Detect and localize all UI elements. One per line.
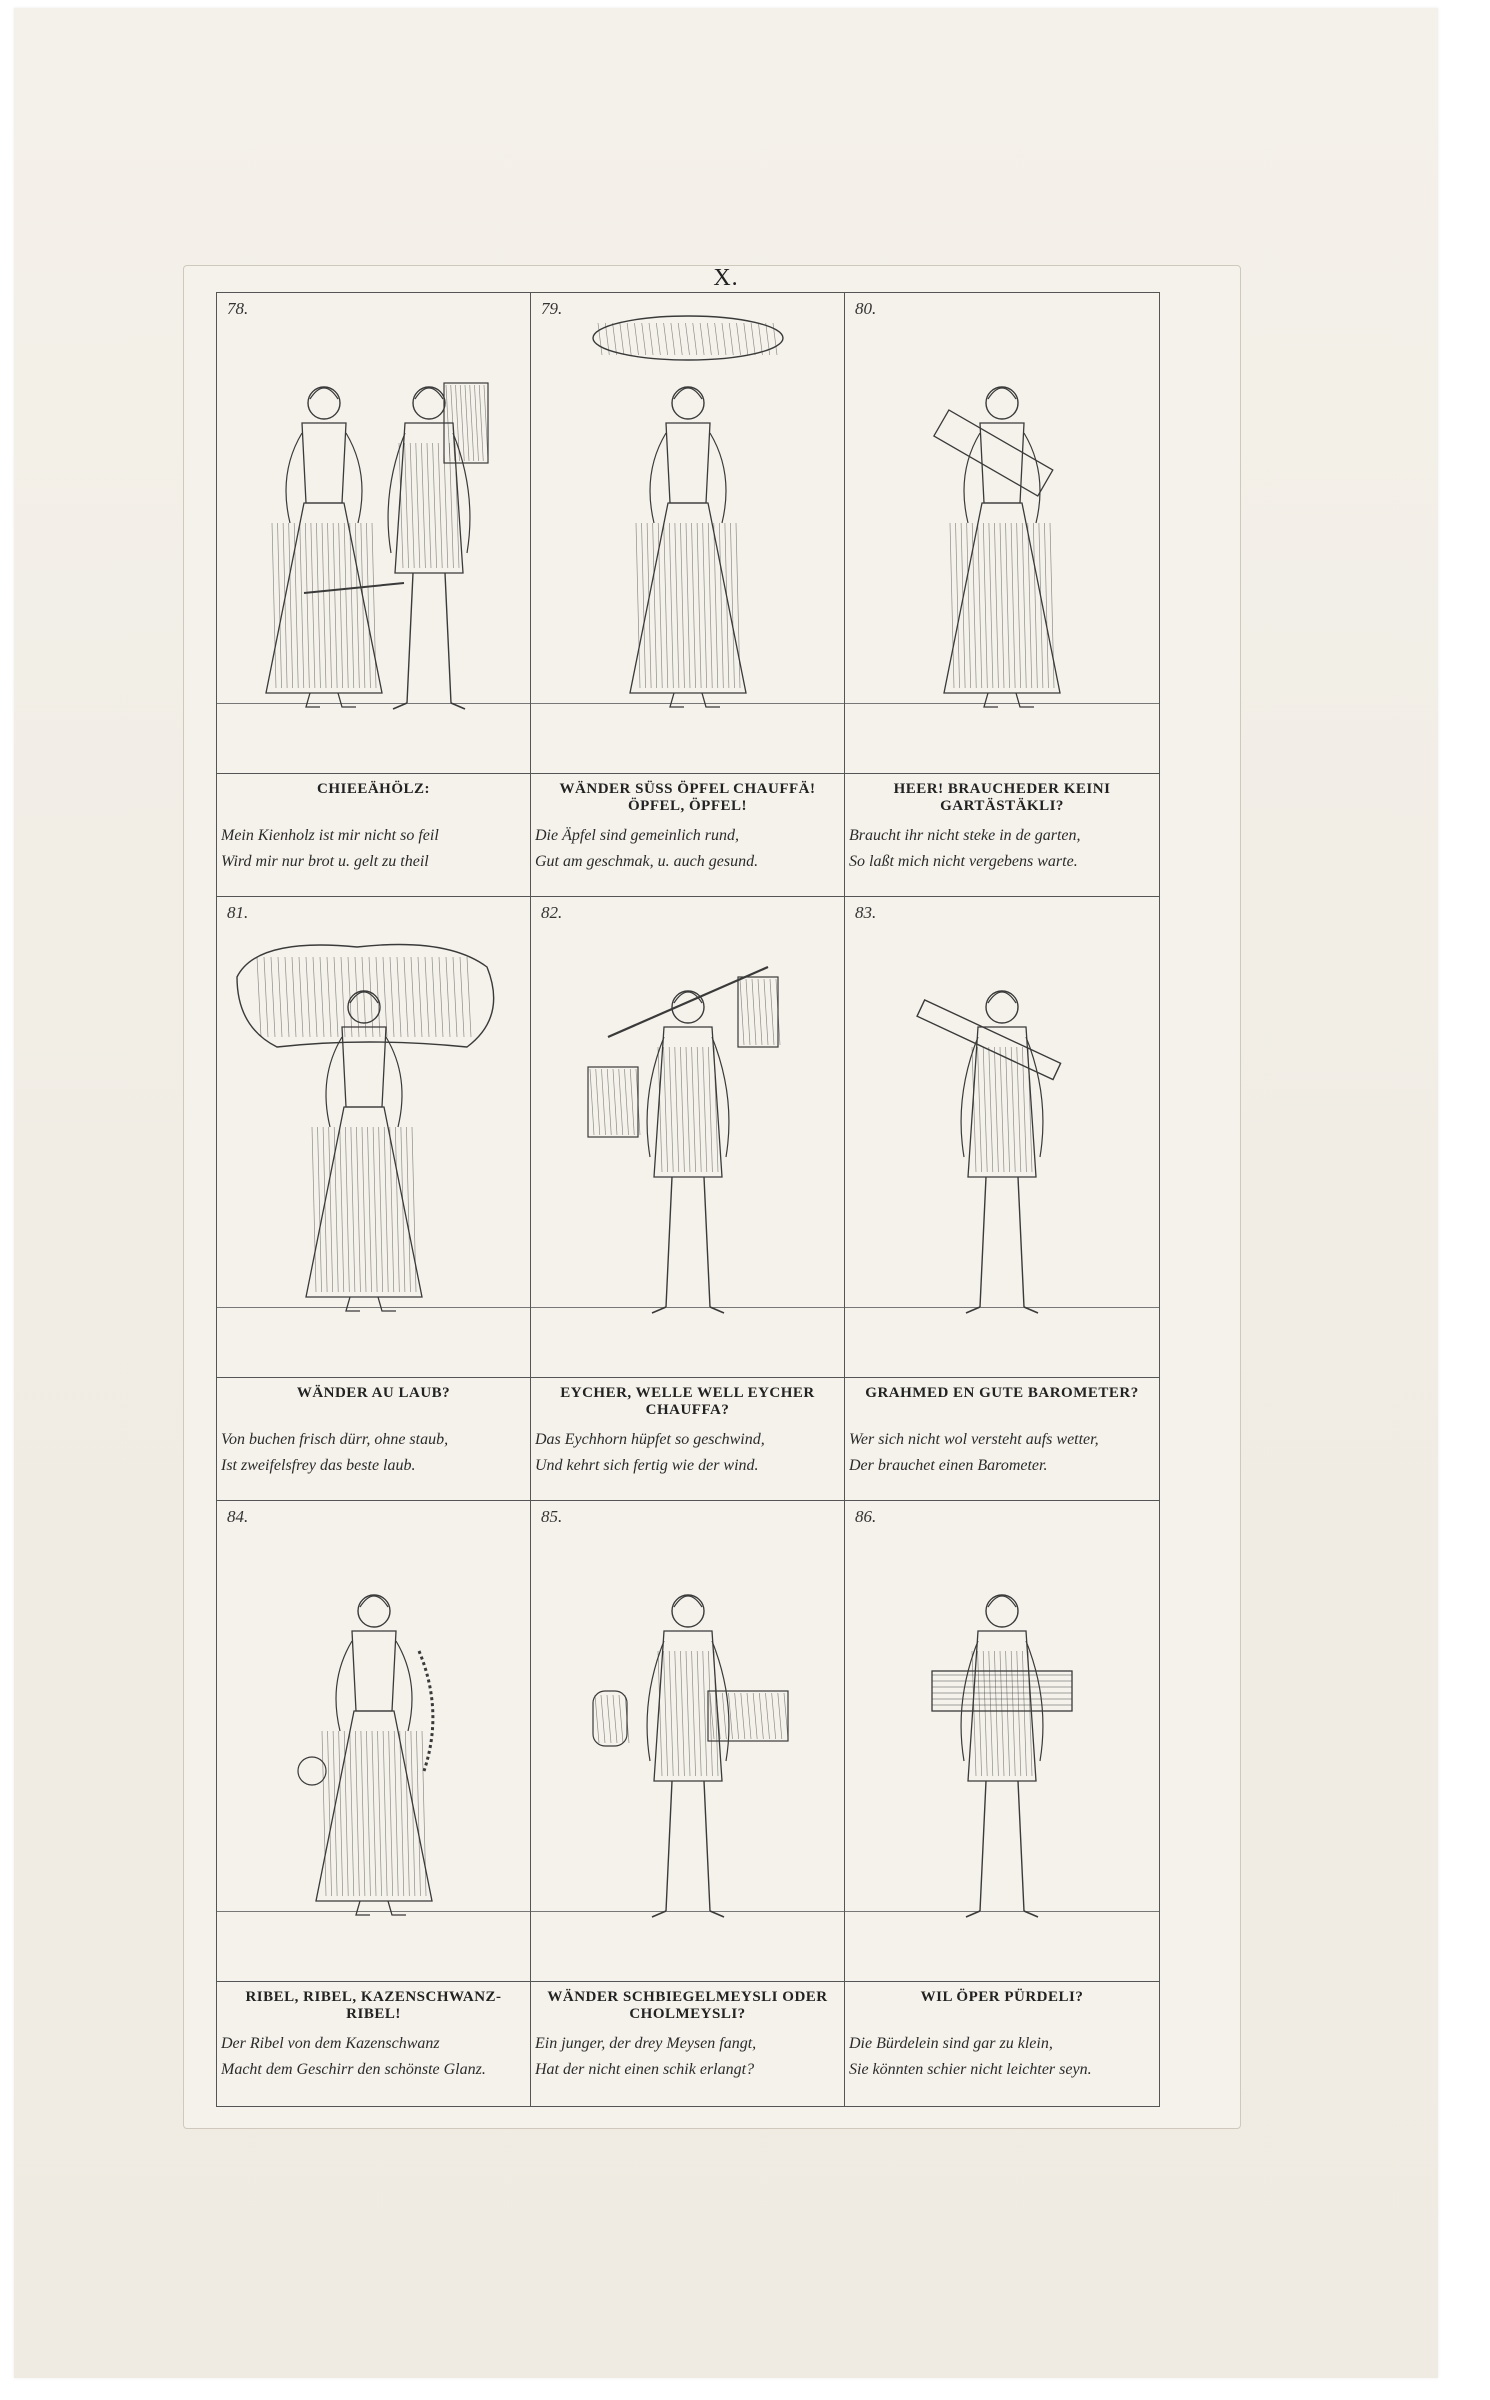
print-cell-3 <box>845 293 1159 897</box>
verse-line-1: Ein junger, der drey Meysen fangt, <box>535 2035 757 2052</box>
verse-line-1: Von buchen frisch dürr, ohne staub, <box>221 1431 449 1448</box>
engraved-figure <box>217 1501 530 1982</box>
engraved-figure <box>217 897 530 1378</box>
verse-line-2: Gut am geschmak, u. auch gesund. <box>535 853 759 870</box>
street-cry-title: EYCHER, WELLE WELL EYCHER CHAUFFA? <box>560 1385 815 1418</box>
cell-number: 79. <box>541 299 563 318</box>
street-cry-title: WÄNDER SCHBIEGELMEYSLI ODER CHOLMEYSLI? <box>547 1989 828 2022</box>
cell-number: 85. <box>541 1507 563 1526</box>
verse-line-1: Braucht ihr nicht steke in de garten, <box>849 827 1081 844</box>
engraved-figure <box>845 897 1159 1378</box>
verse-line-1: Mein Kienholz ist mir nicht so feil <box>221 827 439 844</box>
verse-line-1: Wer sich nicht wol versteht aufs wetter, <box>849 1431 1099 1448</box>
engraving-grid <box>216 292 1160 2107</box>
engraved-figure <box>845 1501 1159 1982</box>
verse <box>849 823 1159 875</box>
street-cry-title: WÄNDER SÜSS ÖPFEL CHAUFFÄ! ÖPFEL, ÖPFEL! <box>559 781 816 814</box>
verse-line-2: Macht dem Geschirr den schönste Glanz. <box>221 2061 486 2078</box>
print-cell-2 <box>531 293 845 897</box>
verse-line-2: Ist zweifelsfrey das beste laub. <box>221 1457 416 1474</box>
cell-number: 83. <box>855 903 877 922</box>
figure-engraving <box>217 1501 531 1981</box>
verse <box>535 2031 844 2083</box>
street-cry-title: CHIEEÄHÖLZ: <box>316 781 431 797</box>
figure-engraving <box>217 293 531 773</box>
cell-number: 86. <box>855 1507 877 1526</box>
cell-number: 82. <box>541 903 563 922</box>
engraved-figure <box>217 293 530 774</box>
verse-line-2: So laßt mich nicht vergebens warte. <box>849 853 1078 870</box>
verse-line-1: Der Ribel von dem Kazenschwanz <box>221 2035 440 2052</box>
deckle-edge <box>1456 0 1490 2370</box>
verse <box>849 1427 1159 1479</box>
verse-line-2: Hat der nicht einen schik erlangt? <box>535 2061 755 2078</box>
verse <box>535 1427 844 1479</box>
print-cell-5 <box>531 897 845 1501</box>
cell-number: 80. <box>855 299 877 318</box>
figure-engraving <box>845 1501 1159 1981</box>
verse <box>221 2031 530 2083</box>
engraved-figure <box>845 293 1159 774</box>
figure-engraving <box>531 293 845 773</box>
cell-number: 84. <box>227 1507 249 1526</box>
verse-line-2: Und kehrt sich fertig wie der wind. <box>535 1457 759 1474</box>
verse-line-2: Sie könnten schier nicht leichter seyn. <box>849 2061 1092 2078</box>
engraved-figure <box>531 897 844 1378</box>
verse <box>535 823 844 875</box>
verse-line-1: Das Eychhorn hüpfet so geschwind, <box>535 1431 765 1448</box>
engraved-figure <box>531 1501 844 1982</box>
figure-engraving <box>531 897 845 1377</box>
verse <box>221 1427 530 1479</box>
verse-line-1: Die Bürdelein sind gar zu klein, <box>849 2035 1053 2052</box>
street-cry-title: WIL ÖPER PÜRDELI? <box>920 1989 1084 2005</box>
verse-line-1: Die Äpfel sind gemeinlich rund, <box>535 827 739 844</box>
verse <box>849 2031 1159 2083</box>
street-cry-title: RIBEL, RIBEL, KAZENSCHWANZ-RIBEL! <box>245 1989 502 2022</box>
plate-number: X. <box>713 265 739 291</box>
figure-engraving <box>845 897 1159 1377</box>
engraved-figure <box>531 293 844 774</box>
street-cry-title: HEER! BRAUCHEDER KEINI GARTÄSTÄKLI? <box>893 781 1111 814</box>
print-cell-8 <box>531 1501 845 2106</box>
print-cell-4 <box>217 897 531 1501</box>
figure-engraving <box>531 1501 845 1981</box>
verse <box>221 823 530 875</box>
figure-engraving <box>217 897 531 1377</box>
verse-line-2: Der brauchet einen Barometer. <box>849 1457 1048 1474</box>
print-cell-1 <box>217 293 531 897</box>
cell-number: 78. <box>227 299 249 318</box>
figure-engraving <box>845 293 1159 773</box>
cell-number: 81. <box>227 903 249 922</box>
street-cry-title: GRAHMED EN GUTE BAROMETER? <box>865 1385 1139 1401</box>
street-cry-title: WÄNDER AU LAUB? <box>296 1385 451 1401</box>
print-cell-9 <box>845 1501 1159 2106</box>
print-cell-7 <box>217 1501 531 2106</box>
verse-line-2: Wird mir nur brot u. gelt zu theil <box>221 853 429 870</box>
print-cell-6 <box>845 897 1159 1501</box>
